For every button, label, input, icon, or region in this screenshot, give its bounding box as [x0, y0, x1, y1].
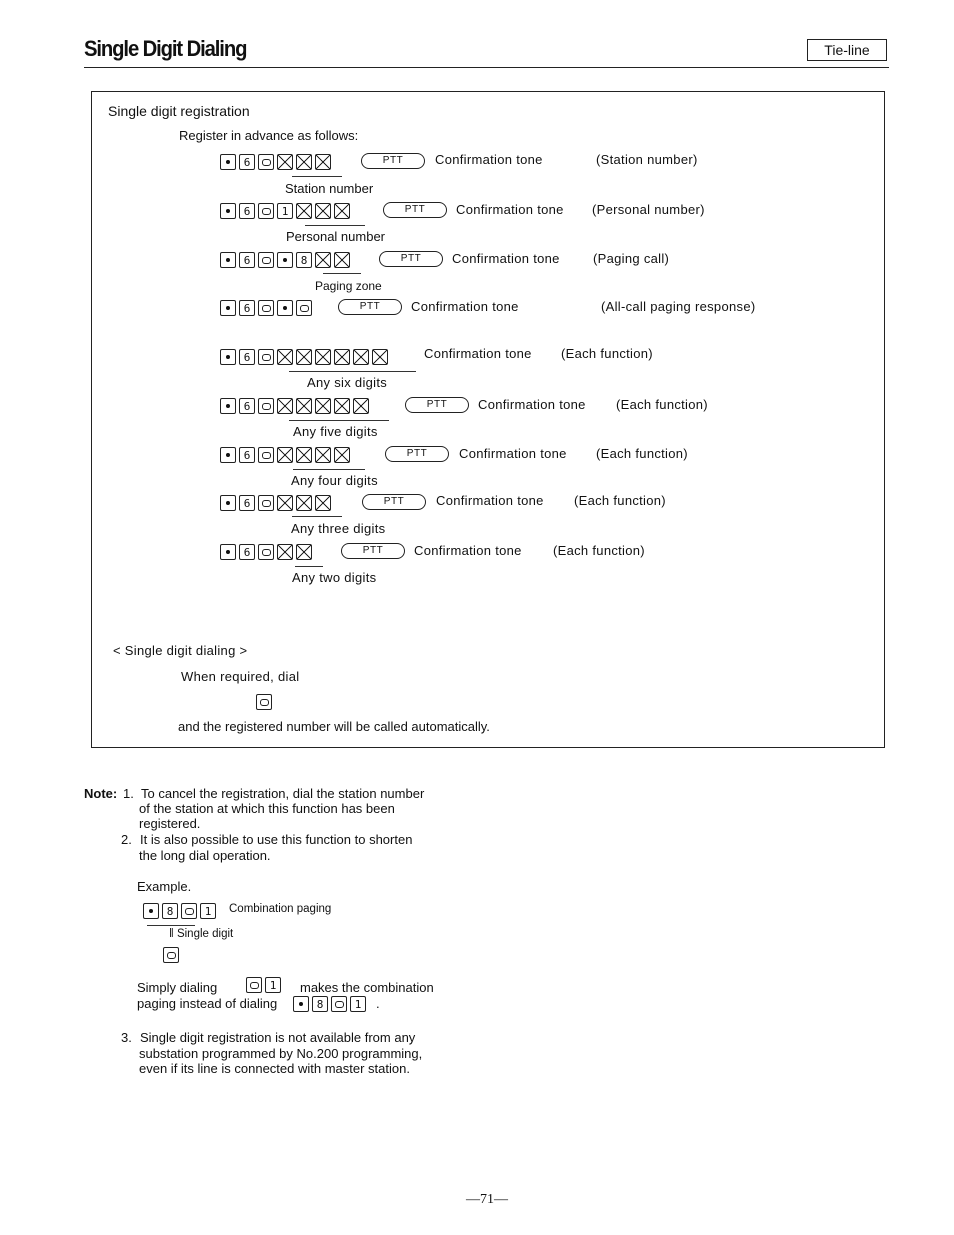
- key-any-digit: [277, 398, 293, 414]
- key-sequence-row-3: [220, 299, 315, 317]
- purpose-text: (Personal number): [592, 202, 705, 217]
- key-any-digit: [334, 447, 350, 463]
- key-dot: [277, 300, 293, 316]
- key-any-digit: [277, 349, 293, 365]
- note-2-number: 2.: [121, 832, 132, 847]
- key-any-digit: [315, 398, 331, 414]
- key-any-digit: [334, 252, 350, 268]
- simply-text-b: makes the combination: [300, 980, 434, 995]
- confirmation-tone-text: Confirmation tone: [456, 202, 564, 217]
- key-zero: [258, 203, 274, 219]
- key-zero: [258, 447, 274, 463]
- period: .: [376, 996, 380, 1011]
- simply-text-line-2: paging instead of dialing: [137, 996, 278, 1011]
- key-any-digit: [315, 203, 331, 219]
- key-zero: [331, 996, 347, 1012]
- key-digit: 1: [200, 903, 216, 919]
- key-zero: [258, 300, 274, 316]
- key-sequence-row-2: [220, 251, 353, 269]
- key-digit: 6: [239, 544, 255, 560]
- key-any-digit: [296, 447, 312, 463]
- underline-label: Paging zone: [315, 279, 382, 293]
- key-digit: 6: [239, 349, 255, 365]
- note-2-line-2: the long dial operation.: [139, 848, 271, 863]
- key-any-digit: [296, 349, 312, 365]
- key-dot: [220, 154, 236, 170]
- ptt-key: PTT: [383, 202, 447, 218]
- key-any-digit: [315, 252, 331, 268]
- key-dot: [220, 447, 236, 463]
- key-zero: [181, 903, 197, 919]
- confirmation-tone-text: Confirmation tone: [459, 446, 567, 461]
- example-key-sequence: [143, 902, 219, 920]
- key-any-digit: [296, 154, 312, 170]
- page-number: —71—: [466, 1192, 508, 1207]
- ptt-key: PTT: [362, 494, 426, 510]
- key-digit: 1: [350, 996, 366, 1012]
- key-zero: [258, 252, 274, 268]
- purpose-text: (Station number): [596, 152, 698, 167]
- combination-paging-text: Combination paging: [229, 903, 332, 915]
- digit-underline: [289, 371, 416, 372]
- key-digit: 6: [239, 398, 255, 414]
- note-1-line-2: of the station at which this function has been: [139, 801, 395, 816]
- note-3-number: 3.: [121, 1030, 132, 1045]
- underline-label: Any four digits: [291, 473, 378, 488]
- key-zero: [163, 947, 179, 963]
- confirmation-tone-text: Confirmation tone: [411, 299, 519, 314]
- key-any-digit: [277, 447, 293, 463]
- dialing-result-text: and the registered number will be called automatically.: [178, 719, 490, 734]
- purpose-text: (Each function): [574, 493, 666, 508]
- key-digit: 6: [239, 203, 255, 219]
- key-zero: [256, 694, 272, 710]
- key-dot: [143, 903, 159, 919]
- digit-underline: [295, 566, 323, 567]
- simply-text-a: Simply dialing: [137, 980, 218, 995]
- key-sequence-row-7: [220, 494, 334, 512]
- underline-label: Station number: [285, 181, 374, 196]
- key-any-digit: [296, 203, 312, 219]
- ptt-key: PTT: [338, 299, 402, 315]
- note-3-line-1: Single digit registration is not available from any: [140, 1030, 416, 1045]
- purpose-text: (Each function): [553, 543, 645, 558]
- key-any-digit: [334, 398, 350, 414]
- digit-underline: [323, 273, 361, 274]
- key-sequence-row-5: [220, 397, 372, 415]
- digit-underline: [293, 469, 365, 470]
- key-digit: 6: [239, 154, 255, 170]
- key-digit: 1: [277, 203, 293, 219]
- key-any-digit: [315, 349, 331, 365]
- key-any-digit: [372, 349, 388, 365]
- header-rule: [84, 67, 889, 68]
- ptt-key: PTT: [361, 153, 425, 169]
- note-1-number: 1.: [123, 786, 134, 801]
- key-sequence-row-1: [220, 202, 353, 220]
- purpose-text: (All-call paging response): [601, 299, 756, 314]
- underline-label: Any six digits: [307, 375, 388, 390]
- key-any-digit: [315, 154, 331, 170]
- example-underline: [147, 925, 195, 926]
- key-sequence-row-0: [220, 153, 334, 171]
- key-any-digit: [296, 544, 312, 560]
- purpose-text: (Each function): [596, 446, 688, 461]
- dialing-heading: < Single digit dialing >: [113, 643, 248, 658]
- digit-underline: [289, 420, 389, 421]
- key-sequence-row-6: [220, 446, 353, 464]
- digit-underline: [292, 176, 342, 177]
- note-3-line-3: even if its line is connected with master station.: [139, 1061, 410, 1076]
- note-1-line-1: To cancel the registration, dial the station number: [141, 786, 425, 801]
- note-1-line-3: registered.: [139, 816, 201, 831]
- key-dot: [277, 252, 293, 268]
- digit-underline: [292, 516, 342, 517]
- key-sequence-row-8: [220, 543, 315, 561]
- digit-underline: [305, 225, 365, 226]
- example-label: Example.: [137, 879, 192, 894]
- key-dot: [220, 495, 236, 511]
- key-zero: [296, 300, 312, 316]
- purpose-text: (Paging call): [593, 251, 670, 266]
- key-any-digit: [296, 398, 312, 414]
- page-title: Single Digit Dialing: [84, 36, 247, 61]
- dial-key: [256, 693, 275, 711]
- key-digit: 6: [239, 495, 255, 511]
- key-any-digit: [277, 495, 293, 511]
- note-3-line-2: substation programmed by No.200 programming,: [139, 1046, 423, 1061]
- ptt-key: PTT: [385, 446, 449, 462]
- key-any-digit: [334, 203, 350, 219]
- key-any-digit: [334, 349, 350, 365]
- key-any-digit: [277, 154, 293, 170]
- confirmation-tone-text: Confirmation tone: [414, 543, 522, 558]
- key-dot: [220, 349, 236, 365]
- key-digit: 8: [162, 903, 178, 919]
- underline-label: Personal number: [286, 229, 385, 244]
- note-label: Note:: [84, 786, 118, 801]
- confirmation-tone-text: Confirmation tone: [436, 493, 544, 508]
- underline-label: Any three digits: [291, 521, 386, 536]
- key-digit: 6: [239, 252, 255, 268]
- underline-label: Any two digits: [292, 570, 377, 585]
- key-digit: 8: [312, 996, 328, 1012]
- registration-intro: Register in advance as follows:: [179, 128, 359, 143]
- key-any-digit: [353, 349, 369, 365]
- section-tag: Tie-line: [807, 39, 887, 61]
- key-dot: [220, 252, 236, 268]
- key-zero: [246, 977, 262, 993]
- key-sequence-row-4: [220, 348, 391, 366]
- note-2-line-1: It is also possible to use this function to shorten: [140, 832, 413, 847]
- ptt-key: PTT: [379, 251, 443, 267]
- dialing-when-text: When required, dial: [181, 669, 300, 684]
- key-any-digit: [353, 398, 369, 414]
- confirmation-tone-text: Confirmation tone: [424, 346, 532, 361]
- key-zero: [258, 398, 274, 414]
- key-digit: 8: [296, 252, 312, 268]
- purpose-text: (Each function): [561, 346, 653, 361]
- key-zero: [258, 495, 274, 511]
- confirmation-tone-text: Confirmation tone: [478, 397, 586, 412]
- key-dot: [220, 300, 236, 316]
- example-single-key: [163, 946, 182, 964]
- key-dot: [220, 544, 236, 560]
- purpose-text: (Each function): [616, 397, 708, 412]
- confirmation-tone-text: Confirmation tone: [452, 251, 560, 266]
- ptt-key: PTT: [405, 397, 469, 413]
- instead-key-sequence: [293, 995, 369, 1013]
- key-any-digit: [315, 495, 331, 511]
- key-digit: 6: [239, 300, 255, 316]
- simply-key-sequence: [246, 976, 284, 994]
- key-dot: [220, 203, 236, 219]
- key-dot: [220, 398, 236, 414]
- key-digit: 1: [265, 977, 281, 993]
- registration-heading: Single digit registration: [108, 103, 250, 119]
- ptt-key: PTT: [341, 543, 405, 559]
- key-zero: [258, 349, 274, 365]
- key-any-digit: [277, 544, 293, 560]
- key-any-digit: [296, 495, 312, 511]
- underline-label: Any five digits: [293, 424, 378, 439]
- key-zero: [258, 154, 274, 170]
- confirmation-tone-text: Confirmation tone: [435, 152, 543, 167]
- key-digit: 6: [239, 447, 255, 463]
- key-dot: [293, 996, 309, 1012]
- key-zero: [258, 544, 274, 560]
- single-digit-label: ‖ Single digit: [169, 928, 234, 940]
- key-any-digit: [315, 447, 331, 463]
